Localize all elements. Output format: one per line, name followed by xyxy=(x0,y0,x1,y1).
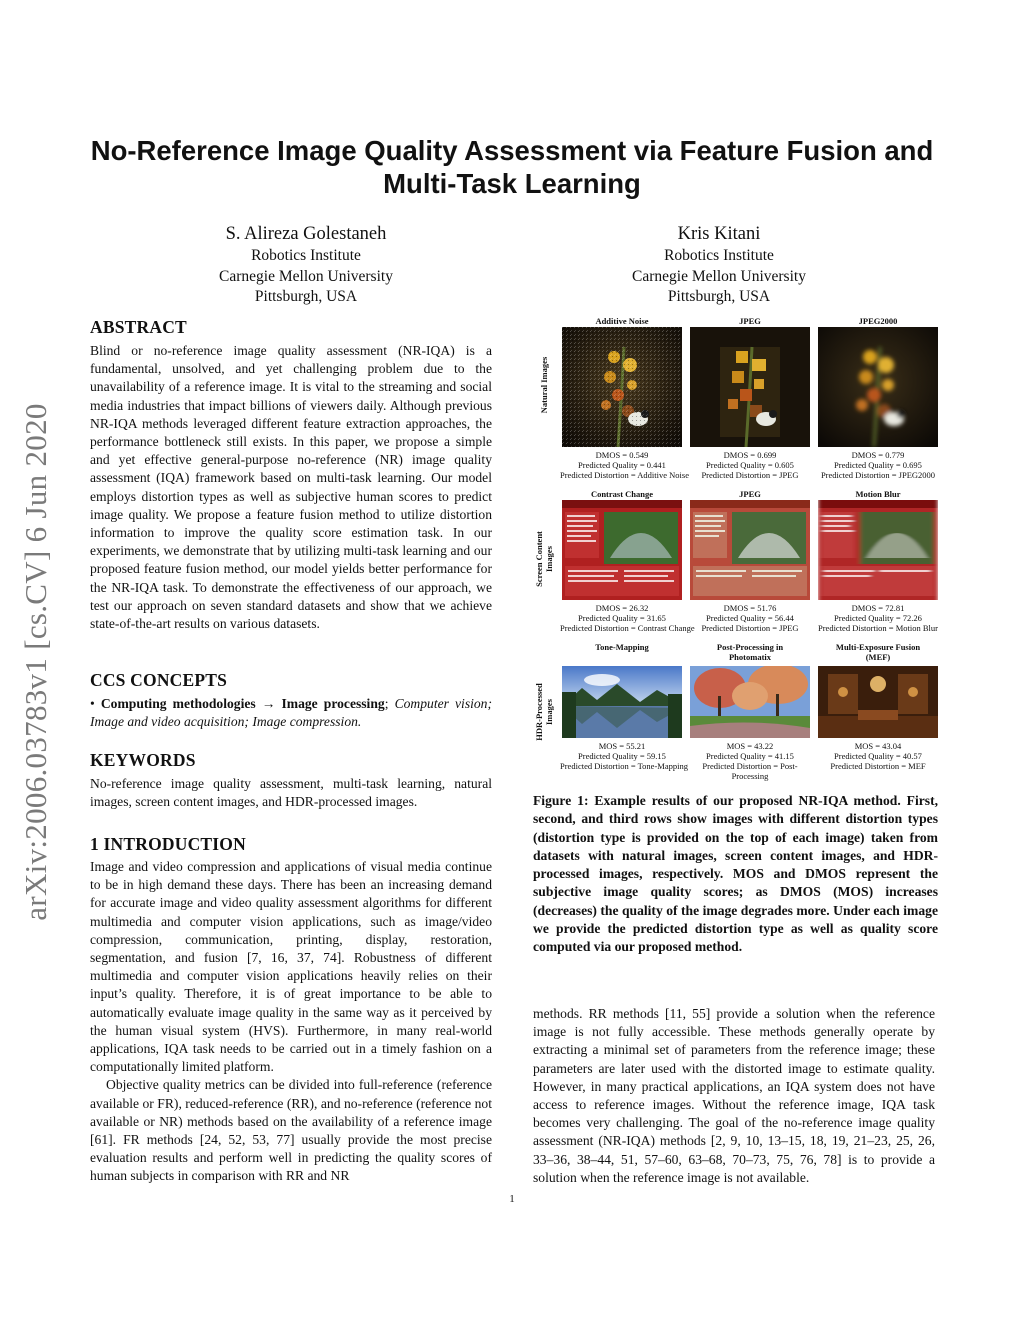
caption-line: Predicted Quality = 31.65 xyxy=(578,613,666,623)
row-label-natural xyxy=(532,330,556,440)
row-label-text: Screen Content Images xyxy=(534,531,554,587)
caption-line: DMOS = 0.699 xyxy=(723,450,777,460)
author-univ: Carnegie Mellon University xyxy=(632,267,806,285)
figure-cell xyxy=(688,316,812,480)
caption-line: Predicted Quality = 41.15 xyxy=(706,751,794,761)
intro-paragraph-3: methods. RR methods [11, 55] provide a solution when the reference image is not fully accessible. These methods generally operate by extracting a minimal set of parameters from the reference image; these parameters are later used with the distorted image to estimate quality. However, in many practical applications, an IQA system does not have access to reference images. Without the reference image, IQA task becomes very challenging. The goal of the no-reference image quality assessment (NR-IQA) methods [2, 9, 10, 13–15, 18, 19, 21–23, 25, 26, 33–36, 38–44, 51, 57–60, 63–68, 70–73, 75, 76, 78] is to provide a solution when the reference image is not available. xyxy=(533,1006,935,1185)
author-name: S. Alireza Golestaneh xyxy=(225,224,387,244)
figure-cell xyxy=(816,316,940,480)
caption-line: Predicted Distortion = JPEG2000 xyxy=(820,470,936,480)
bird-flower-image-jpeg xyxy=(690,327,810,447)
caption-line: DMOS = 0.779 xyxy=(851,450,905,460)
figure-cell xyxy=(816,642,940,771)
caption-line: MOS = 43.22 xyxy=(726,741,774,751)
caption-line: DMOS = 72.81 xyxy=(851,603,905,613)
cell-title: JPEG xyxy=(739,489,761,499)
caption-line: DMOS = 0.549 xyxy=(595,450,649,460)
caption-line: Predicted Distortion = Tone-Mapping xyxy=(560,761,688,771)
ccs-bullet: • xyxy=(90,696,95,711)
keywords-text: No-reference image quality assessment, multi-task learning, natural images, screen content images, and HDR-processed images. xyxy=(90,776,492,810)
caption-line: MOS = 55.21 xyxy=(598,741,646,751)
cell-caption xyxy=(688,450,812,480)
caption-line: DMOS = 51.76 xyxy=(723,603,777,613)
figure-1 xyxy=(530,312,940,782)
keywords-body xyxy=(90,775,492,811)
row-label-text: Natural Images xyxy=(539,356,549,414)
abstract-body xyxy=(90,342,492,633)
screen-content-image-contrast xyxy=(562,500,682,600)
figure-cell xyxy=(688,642,812,781)
screen-content-image-jpeg xyxy=(690,500,810,600)
caption-line: DMOS = 26.32 xyxy=(595,603,649,613)
caption-line: Predicted Quality = 0.441 xyxy=(578,460,666,470)
caption-line: Predicted Quality = 0.605 xyxy=(706,460,794,470)
caption-line: Predicted Quality = 0.695 xyxy=(834,460,922,470)
figure-cell xyxy=(560,316,689,480)
ccs-arrow: → xyxy=(261,696,276,711)
caption-line: MOS = 43.04 xyxy=(854,741,902,751)
hdr-interior-image xyxy=(818,666,938,738)
caption-line: Predicted Quality = 59.15 xyxy=(578,751,666,761)
row-label-hdr xyxy=(532,657,556,767)
abstract-text: Blind or no-reference image quality assessment (NR-IQA) is a fundamental, unsolved, and yet challenging problem due to the unavailability of a reference image. It is vital to the streaming and social media industries that impact billions of viewers daily. Although previous NR-IQA methods leveraged different feature extraction approaches, the performance bottleneck still exists. In this paper, we propose a simple and yet effective general-purpose no-reference (NR) image quality assessment (IQA) framework based on multi-task learning. Our model employs distortion types as well as subjective human scores to predict image quality. We propose a feature fusion method to utilize distortion information to improve the quality score estimation task. In our experiments, we demonstrate that by utilizing multi-task learning and our proposed feature fusion method, our model yields better performance for the NR-IQA task. To demonstrate the effectiveness of our approach, we test our approach on seven standard datasets and show that we achieve state-of-the-art results on various datasets. xyxy=(90,343,492,632)
cell-title: Additive Noise xyxy=(595,316,649,326)
cell-title: Motion Blur xyxy=(855,489,901,499)
caption-line: Predicted Distortion = JPEG xyxy=(701,623,799,633)
intro-heading: 1 INTRODUCTION xyxy=(90,834,246,854)
cell-title: Tone-Mapping xyxy=(595,642,649,652)
intro-paragraph-1: Image and video compression and applications of visual media continue to be in high demand these days. There has been an increasing demand for accurate image and video quality assessment algorithms for different multimedia and computer vision applications, such as image/video compression, communication, printing, display, restoration, segmentation, and fusion [7, 16, 37, 74]. Robustness of different multimedia and computer vision applications heavily relies on their input’s quality. Therefore, it is of great importance to be able to automatically evaluate image quality in the same way as it perceived by the human visual system (HVS). Furthermore, in many real-world applications, IQA task needs to be carried out in a timely fashion on a computationally limited platform. xyxy=(90,859,492,1075)
bird-flower-image-jpeg2000 xyxy=(818,327,938,447)
screen-content-image-motion-blur xyxy=(818,500,938,600)
caption-line: Predicted Distortion = MEF xyxy=(830,761,926,771)
figure-cell xyxy=(688,489,812,633)
author-loc: Pittsburgh, USA xyxy=(667,288,771,305)
cell-title: Multi-Exposure Fusion (MEF) xyxy=(835,642,921,662)
arxiv-identifier xyxy=(16,362,56,962)
caption-line: Predicted Quality = 40.57 xyxy=(834,751,922,761)
figure-cell xyxy=(816,489,940,633)
caption-line: Predicted Distortion = Contrast Change xyxy=(560,623,695,633)
author-name: Kris Kitani xyxy=(677,224,761,244)
cell-caption xyxy=(560,450,689,480)
figure-cell xyxy=(560,642,688,771)
caption-line: Predicted Distortion = Post-Processing xyxy=(702,761,798,781)
caption-line: Predicted Distortion = Motion Blur xyxy=(817,623,938,633)
cell-title: Post-Processing in Photomatix xyxy=(716,642,784,662)
abstract-heading: ABSTRACT xyxy=(90,317,187,337)
arxiv-identifier-text: arXiv:2006.03783v1 [cs.CV] 6 Jun 2020 xyxy=(18,403,53,921)
intro-body-right xyxy=(533,1005,935,1187)
ccs-concept: Computing methodologies xyxy=(100,696,256,711)
keywords-heading: KEYWORDS xyxy=(90,750,196,770)
author-dept: Robotics Institute xyxy=(664,247,774,264)
author-univ: Carnegie Mellon University xyxy=(219,267,393,285)
intro-paragraph-2: Objective quality metrics can be divided into full-reference (reference available or FR), reduced-reference (RR), and no-reference (reference not available or NR) methods based on the availability of a reference image [61]. FR methods [24, 52, 53, 77] usually provide the most precise evaluation results and perform well in predicting the quality scores of human subjects in comparison with RR and NR xyxy=(90,1077,492,1184)
cell-title: Contrast Change xyxy=(590,489,654,499)
ccs-separator: ; xyxy=(384,696,389,711)
page-number: 1 xyxy=(509,1193,515,1205)
cell-caption xyxy=(560,741,688,771)
ccs-body xyxy=(90,695,492,731)
cell-caption xyxy=(560,603,695,633)
bird-flower-image-noise xyxy=(562,327,682,447)
cell-title: JPEG2000 xyxy=(858,316,898,326)
cell-caption xyxy=(688,603,812,633)
caption-line: Predicted Distortion = Additive Noise xyxy=(560,470,689,480)
author-dept: Robotics Institute xyxy=(251,247,361,264)
caption-line: Predicted Distortion = JPEG xyxy=(701,470,799,480)
cell-caption xyxy=(688,741,812,781)
ccs-sub: Image processing xyxy=(281,696,385,711)
caption-line: Predicted Quality = 72.26 xyxy=(834,613,922,623)
author-block-1 xyxy=(156,222,456,308)
caption-line: Predicted Quality = 56.44 xyxy=(706,613,794,623)
figure-cell xyxy=(560,489,695,633)
cell-title: JPEG xyxy=(739,316,761,326)
cell-caption xyxy=(816,603,940,633)
hdr-lake-image xyxy=(562,666,682,738)
author-block-2 xyxy=(569,222,869,308)
figure-caption: Figure 1: Example results of our proposed NR-IQA method. First, second, and third rows show images with different distortion types (distortion type is provided on the top of each image) taken from datasets with natural images, screen content images, and HDR-processed images, respectively. MOS and DMOS represent the subjective image quality scores; as DMOS (MOS) increases (decreases) the quality of the image degrades more. Under each image we provide the predicted distortion type as well as quality score computed via our proposed method. xyxy=(533,793,938,955)
hdr-park-image xyxy=(690,666,810,738)
ccs-line xyxy=(90,695,492,731)
cell-caption xyxy=(816,741,940,771)
ccs-rest: Computer vision; Image and video acquisition; Image compression. xyxy=(90,696,493,730)
row-label-screen xyxy=(532,504,556,614)
cell-caption xyxy=(816,450,940,480)
author-loc: Pittsburgh, USA xyxy=(254,288,358,305)
paper-title: No-Reference Image Quality Assessment via Feature Fusion and Multi-Task Learning xyxy=(90,135,934,199)
row-label-text: HDR-Processed Images xyxy=(534,683,554,741)
ccs-heading: CCS CONCEPTS xyxy=(90,670,228,690)
intro-body-left xyxy=(90,858,492,1186)
